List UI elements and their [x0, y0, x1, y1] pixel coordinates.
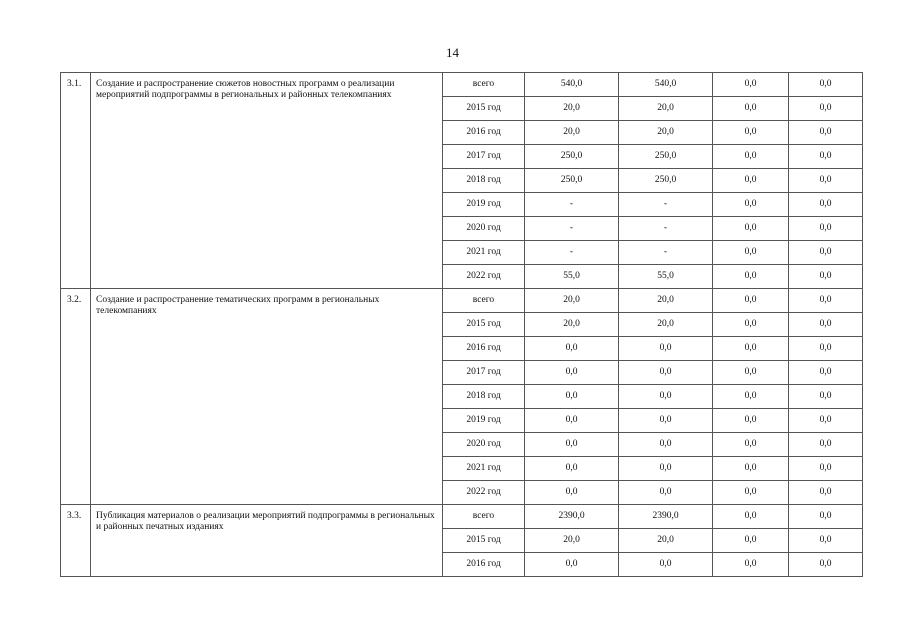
- item-name-cell: Создание и распространение тематических программ в региональных телекомпаниях: [91, 289, 443, 505]
- total-amount-cell: 0,0: [525, 337, 619, 361]
- other-sources-cell: 0,0: [789, 553, 863, 577]
- other-sources-cell: 0,0: [789, 97, 863, 121]
- other-sources-cell: 0,0: [789, 73, 863, 97]
- federal-budget-cell: 0,0: [713, 145, 789, 169]
- regional-budget-cell: 2390,0: [619, 505, 713, 529]
- page-number: 14: [446, 45, 459, 60]
- table-row: [61, 73, 863, 97]
- other-sources-cell: 0,0: [789, 505, 863, 529]
- item-number-cell: 3.3.: [61, 505, 91, 577]
- total-amount-cell: 0,0: [525, 553, 619, 577]
- total-amount-cell: 250,0: [525, 169, 619, 193]
- total-amount-cell: 0,0: [525, 385, 619, 409]
- other-sources-cell: 0,0: [789, 121, 863, 145]
- other-sources-cell: 0,0: [789, 145, 863, 169]
- total-amount-cell: 20,0: [525, 97, 619, 121]
- period-cell: всего: [443, 289, 525, 313]
- other-sources-cell: 0,0: [789, 481, 863, 505]
- period-cell: 2020 год: [443, 433, 525, 457]
- total-amount-cell: 20,0: [525, 121, 619, 145]
- regional-budget-cell: 0,0: [619, 553, 713, 577]
- total-amount-cell: -: [525, 193, 619, 217]
- other-sources-cell: 0,0: [789, 313, 863, 337]
- other-sources-cell: 0,0: [789, 337, 863, 361]
- other-sources-cell: 0,0: [789, 385, 863, 409]
- regional-budget-cell: 20,0: [619, 313, 713, 337]
- other-sources-cell: 0,0: [789, 265, 863, 289]
- total-amount-cell: 0,0: [525, 457, 619, 481]
- regional-budget-cell: 0,0: [619, 337, 713, 361]
- period-cell: 2015 год: [443, 313, 525, 337]
- regional-budget-cell: 55,0: [619, 265, 713, 289]
- budget-table: [60, 72, 863, 577]
- federal-budget-cell: 0,0: [713, 433, 789, 457]
- total-amount-cell: 2390,0: [525, 505, 619, 529]
- total-amount-cell: -: [525, 217, 619, 241]
- total-amount-cell: 0,0: [525, 481, 619, 505]
- federal-budget-cell: 0,0: [713, 169, 789, 193]
- period-cell: 2022 год: [443, 265, 525, 289]
- period-cell: 2019 год: [443, 409, 525, 433]
- total-amount-cell: 0,0: [525, 409, 619, 433]
- other-sources-cell: 0,0: [789, 433, 863, 457]
- period-cell: 2016 год: [443, 337, 525, 361]
- federal-budget-cell: 0,0: [713, 481, 789, 505]
- regional-budget-cell: 0,0: [619, 457, 713, 481]
- item-name-cell: Публикация материалов о реализации мероприятий подпрограммы в региональных и районных печатных изданиях: [91, 505, 443, 577]
- federal-budget-cell: 0,0: [713, 193, 789, 217]
- regional-budget-cell: 0,0: [619, 385, 713, 409]
- period-cell: 2022 год: [443, 481, 525, 505]
- total-amount-cell: -: [525, 241, 619, 265]
- regional-budget-cell: 0,0: [619, 481, 713, 505]
- regional-budget-cell: 250,0: [619, 145, 713, 169]
- table-row: [61, 289, 863, 313]
- federal-budget-cell: 0,0: [713, 385, 789, 409]
- period-cell: всего: [443, 73, 525, 97]
- other-sources-cell: 0,0: [789, 529, 863, 553]
- regional-budget-cell: 0,0: [619, 433, 713, 457]
- federal-budget-cell: 0,0: [713, 313, 789, 337]
- federal-budget-cell: 0,0: [713, 121, 789, 145]
- other-sources-cell: 0,0: [789, 193, 863, 217]
- total-amount-cell: 0,0: [525, 361, 619, 385]
- other-sources-cell: 0,0: [789, 289, 863, 313]
- federal-budget-cell: 0,0: [713, 97, 789, 121]
- budget-table-body: [61, 73, 863, 577]
- period-cell: 2021 год: [443, 457, 525, 481]
- period-cell: 2015 год: [443, 529, 525, 553]
- period-cell: 2019 год: [443, 193, 525, 217]
- other-sources-cell: 0,0: [789, 409, 863, 433]
- period-cell: 2018 год: [443, 169, 525, 193]
- federal-budget-cell: 0,0: [713, 457, 789, 481]
- total-amount-cell: 20,0: [525, 529, 619, 553]
- federal-budget-cell: 0,0: [713, 217, 789, 241]
- regional-budget-cell: 20,0: [619, 121, 713, 145]
- total-amount-cell: 55,0: [525, 265, 619, 289]
- period-cell: 2017 год: [443, 145, 525, 169]
- total-amount-cell: 540,0: [525, 73, 619, 97]
- total-amount-cell: 250,0: [525, 145, 619, 169]
- federal-budget-cell: 0,0: [713, 409, 789, 433]
- other-sources-cell: 0,0: [789, 241, 863, 265]
- other-sources-cell: 0,0: [789, 361, 863, 385]
- period-cell: 2015 год: [443, 97, 525, 121]
- period-cell: 2018 год: [443, 385, 525, 409]
- period-cell: 2021 год: [443, 241, 525, 265]
- other-sources-cell: 0,0: [789, 457, 863, 481]
- regional-budget-cell: 540,0: [619, 73, 713, 97]
- federal-budget-cell: 0,0: [713, 361, 789, 385]
- federal-budget-cell: 0,0: [713, 241, 789, 265]
- item-name-cell: Создание и распространение сюжетов новостных программ о реализации мероприятий подпрограммы в региональных и районных телекомпаниях: [91, 73, 443, 289]
- item-number-cell: 3.1.: [61, 73, 91, 289]
- federal-budget-cell: 0,0: [713, 265, 789, 289]
- other-sources-cell: 0,0: [789, 217, 863, 241]
- regional-budget-cell: 20,0: [619, 97, 713, 121]
- total-amount-cell: 20,0: [525, 313, 619, 337]
- regional-budget-cell: 0,0: [619, 409, 713, 433]
- regional-budget-cell: -: [619, 217, 713, 241]
- regional-budget-cell: -: [619, 241, 713, 265]
- period-cell: 2016 год: [443, 553, 525, 577]
- period-cell: 2016 год: [443, 121, 525, 145]
- table-row: [61, 505, 863, 529]
- federal-budget-cell: 0,0: [713, 505, 789, 529]
- federal-budget-cell: 0,0: [713, 529, 789, 553]
- period-cell: всего: [443, 505, 525, 529]
- federal-budget-cell: 0,0: [713, 337, 789, 361]
- federal-budget-cell: 0,0: [713, 289, 789, 313]
- total-amount-cell: 0,0: [525, 433, 619, 457]
- federal-budget-cell: 0,0: [713, 73, 789, 97]
- total-amount-cell: 20,0: [525, 289, 619, 313]
- item-number-cell: 3.2.: [61, 289, 91, 505]
- regional-budget-cell: 20,0: [619, 289, 713, 313]
- period-cell: 2020 год: [443, 217, 525, 241]
- federal-budget-cell: 0,0: [713, 553, 789, 577]
- period-cell: 2017 год: [443, 361, 525, 385]
- regional-budget-cell: 0,0: [619, 361, 713, 385]
- regional-budget-cell: 250,0: [619, 169, 713, 193]
- other-sources-cell: 0,0: [789, 169, 863, 193]
- regional-budget-cell: 20,0: [619, 529, 713, 553]
- regional-budget-cell: -: [619, 193, 713, 217]
